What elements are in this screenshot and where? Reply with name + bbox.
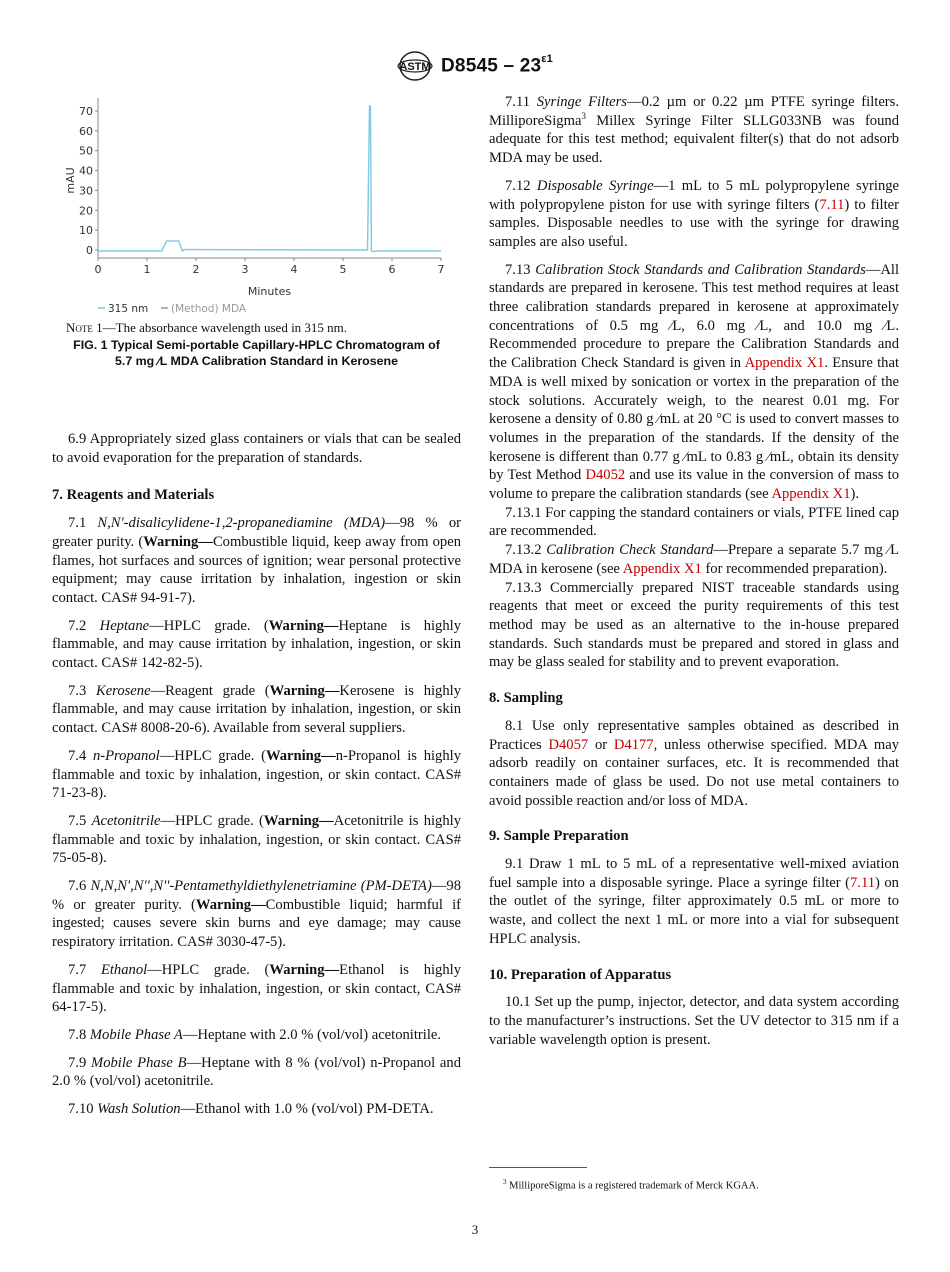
para-7-5: 7.5 Acetonitrile—HPLC grade. (Warning—Acetonitrile is highly flammable and toxic by inhalation, ingestion, or skin contact. CAS# 75-05-8). [52,812,462,867]
section-8-heading: 8. Sampling [489,690,563,707]
footnote-ref[interactable]: 3 [581,110,586,121]
trace-315-nm [98,106,441,252]
para-7-13: 7.13 Calibration Stock Standards and Calibration Standards—All standards are prepared in kerosene. This test method requires at least three calibration standards prepared in kerosene at approximately concentrations of 0.5 mg ⁄L, 6.0 mg ⁄L, and 10.0 mg ⁄L. Recommended procedure to prepare the Calibration Standards and the Calibration Check Standard is given in Appendix X1. Ensure that MDA is well mixed by sonication or vortex in the preparation of the stock solutions. Accurately weigh, to the nearest 0.01 mg. For kerosene a density of 0.80 g ⁄mL at 20 °C is used to convert masses to volumes in the preparation of the standards. If the density of the kerosene is different than 0.77 g ⁄mL to 0.83 g ⁄mL, obtain its density by Test Method D4052 and use its value in the conversion of mass to volume to prepare the calibration standards (see Appendix X1). [489,261,900,503]
section-9-heading: 9. Sample Preparation [489,828,629,845]
svg-text:70: 70 [79,104,93,118]
para-10-1: 10.1 Set up the pump, injector, detector, and data system according to the manufacturer’s instructions. Set the UV detector to 315 nm if a variable wavelength option is present. [489,994,899,1048]
figure-caption: FIG. 1 Typical Semi-portable Capillary-HPLC Chromatogram of 5.7 mg ⁄L MDA Calibration Standard in Kerosene [73,338,440,368]
section-10-heading: 10. Preparation of Apparatus [489,966,672,983]
para-7-7: 7.7 Ethanol—HPLC grade. (Warning—Ethanol is highly flammable and toxic by inhalation, ingestion, or skin contact, CAS# 64-17-5). [52,961,461,1016]
link-d4177[interactable]: D4177 [613,736,654,753]
footnote-divider [489,1167,587,1168]
para-7-3: 7.3 Kerosene—Reagent grade (Warning—Kerosene is highly flammable, and may cause irritation by inhalation, ingestion, or skin contact. CAS# 8008-20-6). Available from several suppliers. [52,682,461,737]
svg-text:10: 10 [79,224,93,238]
para-7-13-3: 7.13.3 Commercially prepared NIST traceable standards using reagents that meet or exceed the purity requirements of this test method may be used as an alternative to the in-house prepared standards. Such standards must be prepared and stored in glass and may be glass sealed for stability and to prevent evaporation. [489,579,899,671]
left-column [52,430,461,1128]
para-8-1: 8.1 Use only representative samples obtained as described in Practices D4057 or D4177, unless otherwise specified. MDA may adsorb readily on container surfaces, etc. It is recommended that containers made of glass be used. Do not use metal containers to avoid possible reaction and/or loss of MDA. [489,717,899,809]
page-number: 3 [471,1222,479,1237]
document-designation: $D8545 - 23^{\varepsilon 1}$ [441,52,553,77]
link-d4052[interactable]: D4052 [585,467,626,484]
link-appendix-x1[interactable]: Appendix X1 [744,355,825,372]
svg-text:3: 3 [241,263,249,276]
svg-text:60: 60 [79,124,93,138]
svg-text:5: 5 [339,263,347,276]
link-d4057[interactable]: D4057 [548,736,589,753]
link-appendix-x1[interactable]: Appendix X1 [771,486,851,503]
svg-text:315 nm: 315 nm [108,303,149,315]
svg-text:mAU: mAU [64,167,77,194]
right-column [489,93,899,1058]
para-7-10: 7.10 Wash Solution—Ethanol with 1.0 % (vol/vol) PM-DETA. [68,1101,434,1118]
para-7-13-2: 7.13.2 Calibration Check Standard—Prepare a separate 5.7 mg ⁄L MDA in kerosene (see Appendix X1 for recommended preparation). [489,542,900,577]
svg-text:40: 40 [79,164,93,178]
footnote: $^3$ MilliporeSigma is a registered trademark of Merck KGAA. [503,1178,759,1192]
para-7-9: 7.9 Mobile Phase B—Heptane with 8 % (vol/vol) n-Propanol and 2.0 % (vol/vol) acetonitrile. [52,1054,462,1090]
svg-text:6: 6 [388,263,396,276]
para-7-6: 7.6 N,N,N',N'',N''-Pentamethyldiethylenetriamine (PM-DETA)—98 % or greater purity. (Warning—Combustible liquid; harmful if ingested; causes severe skin burns and eye damage; may cause respiratory irritation. CAS# 3030-47-5). [52,878,461,951]
svg-text:2: 2 [192,263,200,276]
svg-text:30: 30 [79,184,93,198]
para-9-1: 9.1 Draw 1 mL to 5 mL of a representative well-mixed aviation fuel sample into a disposable syringe. Place a syringe filter (7.11) on the outlet of the syringe, filter approximately 0.5 mL or more to waste, and collect the next 1 mL or more into a vial for subsequent HPLC analysis. [489,856,899,947]
svg-text:7: 7 [437,263,445,276]
section-7-heading: 7. Reagents and Materials [52,487,215,504]
para-6-9: 6.9 Appropriately sized glass containers or vials that can be sealed to avoid evaporation for the preparation of standards. [52,431,461,466]
link-appendix-x1[interactable]: Appendix X1 [622,560,702,577]
para-7-1: 7.1 N,N'-disalicylidene-1,2-propanediamine (MDA)—98 % or greater purity. (Warning—Combustible liquid, keep away from open flames, hot surfaces and sources of ignition; wear personal protective equipment; may cause irritation by inhalation, ingestion or skin contact. CAS# 94-91-7). [52,515,462,606]
svg-text:0: 0 [86,244,93,257]
svg-text:ASTM: ASTM [399,61,431,73]
para-7-11: 7.11 Syringe Filters—0.2 µm or 0.22 µm PTFE syringe filters. MilliporeSigma$^3$ Millex Syringe Filter SLLG033NB was found adequate for this test method; equivalent filter(s) that do not adsorb MDA may be used. [489,94,899,167]
svg-text:1: 1 [143,263,151,276]
chromatogram-figure [52,95,461,320]
svg-text:Minutes: Minutes [247,285,292,298]
para-7-8: 7.8 Mobile Phase A—Heptane with 2.0 % (vol/vol) acetonitrile. [68,1026,441,1043]
para-7-2: 7.2 Heptane—HPLC grade. (Warning—Heptane is highly flammable, and may cause irritation by inhalation, ingestion, or skin contact. CAS# 142-82-5). [52,617,461,672]
figure-note: Note 1—The absorbance wavelength used in 315 nm. [66,320,348,335]
para-7-13-1: 7.13.1 For capping the standard containers or vials, PTFE lined cap are recommended. [489,504,899,540]
svg-text:20: 20 [79,204,93,218]
svg-text:(Method) MDA: (Method) MDA [171,303,247,315]
svg-text:50: 50 [79,144,93,158]
svg-text:4: 4 [290,263,298,276]
para-7-4: 7.4 n-Propanol—HPLC grade. (Warning—n-Propanol is highly flammable and toxic by inhalation, ingestion, or skin contact. CAS# 71-23-8). [52,747,461,802]
link-7-11[interactable]: 7.11 [850,874,875,891]
link-7-11[interactable]: 7.11 [819,196,845,213]
chromatogram-chart [52,95,461,320]
page-header [0,50,950,84]
para-7-12: 7.12 Disposable Syringe—1 mL to 5 mL polypropylene syringe with polypropylene piston for use with syringe filters (7.11) to filter samples. Disposable needles to use with the syringe for drawing samples are also useful. [489,177,900,250]
astm-logo-icon [397,50,433,82]
svg-text:0: 0 [94,263,102,276]
